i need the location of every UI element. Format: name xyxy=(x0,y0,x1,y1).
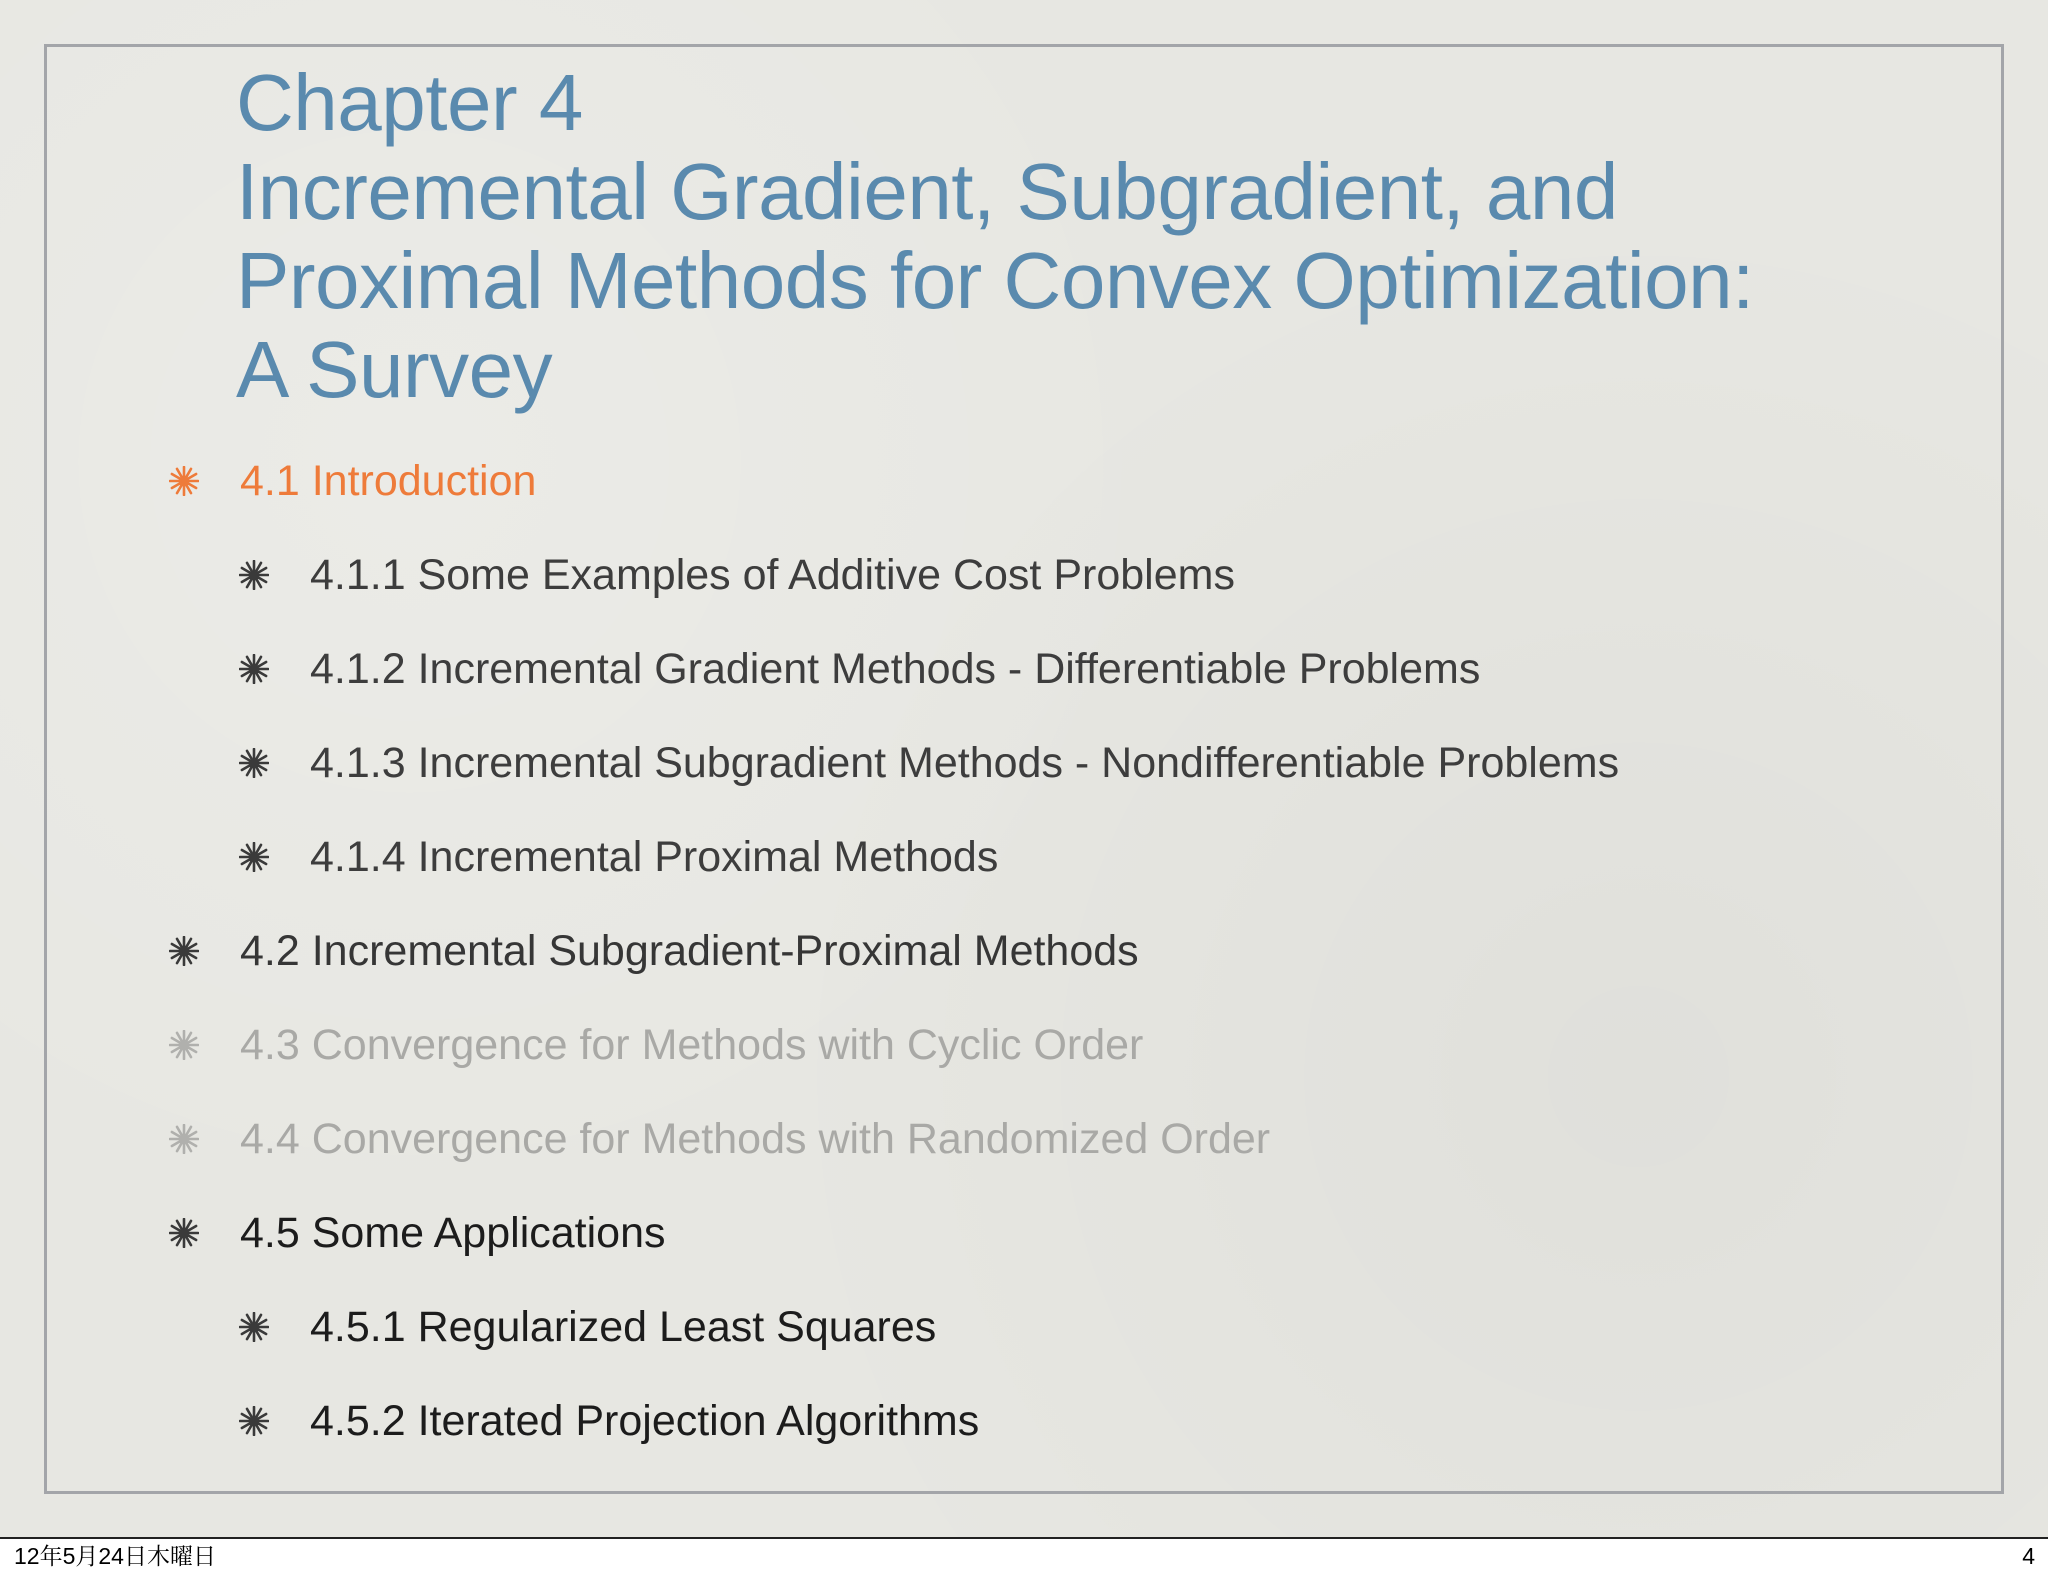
outline-item-label: 4.1.1 Some Examples of Additive Cost Problems xyxy=(310,551,1235,599)
footer-divider xyxy=(0,1537,2048,1539)
slide-title xyxy=(236,58,1916,414)
outline-item-label: 4.5.2 Iterated Projection Algorithms xyxy=(310,1397,980,1445)
title-line: Proximal Methods for Convex Optimization: xyxy=(236,236,1754,325)
outline-item xyxy=(310,1396,979,1446)
asterisk-bullet-icon xyxy=(239,748,269,778)
asterisk-bullet-icon xyxy=(239,1312,269,1342)
outline-item-label: 4.3 Convergence for Methods with Cyclic Order xyxy=(240,1021,1144,1069)
page-number: 4 xyxy=(2022,1543,2035,1569)
asterisk-bullet-icon xyxy=(169,1030,199,1060)
asterisk-bullet-icon xyxy=(169,466,199,496)
footer-date: 12年5月24日木曜日 xyxy=(14,1543,216,1569)
outline-item xyxy=(240,1208,666,1258)
outline-item-label: 4.1.3 Incremental Subgradient Methods - Nondifferentiable Problems xyxy=(310,739,1620,787)
title-line: A Survey xyxy=(236,325,553,414)
outline-item xyxy=(310,832,998,882)
outline-item xyxy=(240,1114,1270,1164)
title-line: Incremental Gradient, Subgradient, and xyxy=(236,147,1618,236)
outline-item-label: 4.1 Introduction xyxy=(240,457,537,505)
outline-item-label: 4.1.4 Incremental Proximal Methods xyxy=(310,833,999,881)
outline-item-label: 4.4 Convergence for Methods with Randomized Order xyxy=(240,1115,1271,1163)
asterisk-bullet-icon xyxy=(169,1218,199,1248)
outline-item-label: 4.1.2 Incremental Gradient Methods - Differentiable Problems xyxy=(310,645,1481,693)
outline-item-label: 4.2 Incremental Subgradient-Proximal Methods xyxy=(240,927,1139,975)
asterisk-bullet-icon xyxy=(239,560,269,590)
asterisk-bullet-icon xyxy=(169,936,199,966)
asterisk-bullet-icon xyxy=(169,1124,199,1154)
outline-item-label: 4.5 Some Applications xyxy=(240,1209,666,1257)
outline-item xyxy=(240,926,1139,976)
asterisk-bullet-icon xyxy=(239,654,269,684)
title-line: Chapter 4 xyxy=(236,58,583,147)
outline-item xyxy=(240,456,536,506)
outline-item xyxy=(240,1020,1143,1070)
outline-item xyxy=(310,738,1619,788)
asterisk-bullet-icon xyxy=(239,1406,269,1436)
asterisk-bullet-icon xyxy=(239,842,269,872)
outline-item-label: 4.5.1 Regularized Least Squares xyxy=(310,1303,937,1351)
outline-item xyxy=(310,1302,936,1352)
outline-item xyxy=(310,644,1480,694)
outline-item xyxy=(310,550,1235,600)
